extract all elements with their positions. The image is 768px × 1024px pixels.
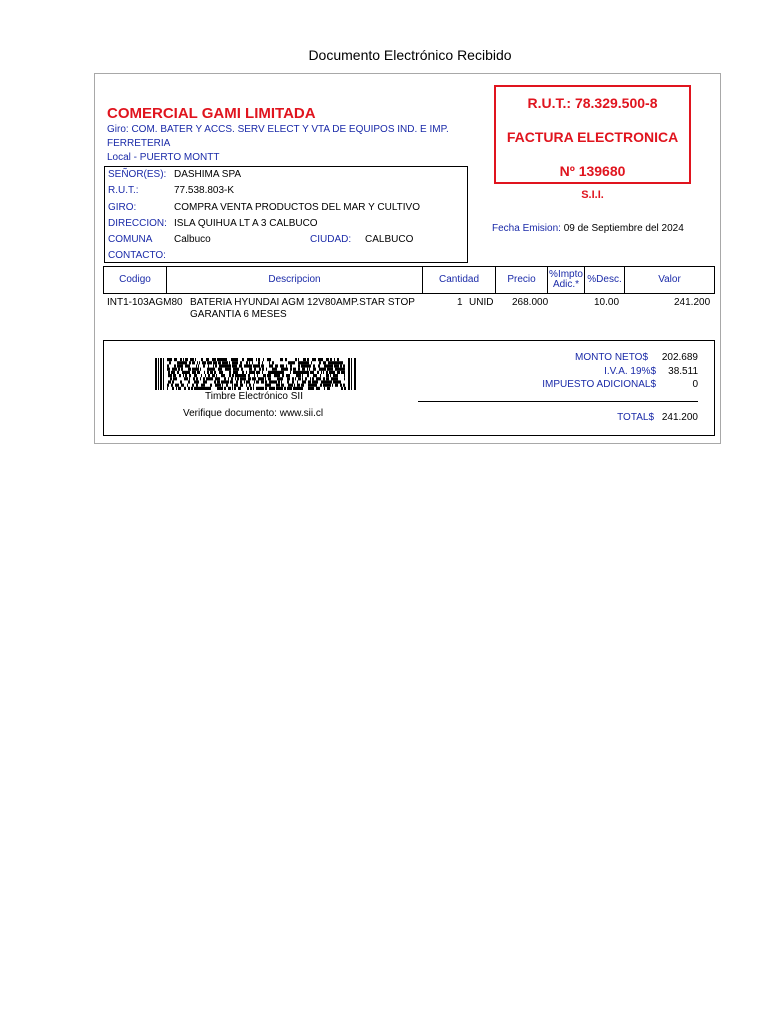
col-codigo: Codigo — [104, 267, 167, 293]
client-ciudad: CALBUCO — [365, 234, 414, 245]
neto-label-text: MONTO NETO — [575, 352, 643, 363]
item-cantidad: 1 — [457, 297, 463, 308]
col-impto — [548, 267, 585, 293]
neto-currency: $ — [642, 352, 648, 363]
total-label-text: TOTAL — [617, 412, 649, 423]
neto-label — [498, 352, 648, 363]
adicional-label — [456, 379, 656, 390]
total-label — [534, 412, 654, 423]
document-type: FACTURA ELECTRONICA — [506, 129, 679, 145]
client-ciudad-label: CIUDAD: — [310, 234, 352, 245]
totals-divider — [418, 401, 698, 402]
item-valor: 241.200 — [674, 297, 711, 308]
total-value: 241.200 — [661, 412, 698, 423]
client-giro: COMPRA VENTA PRODUCTOS DEL MAR Y CULTIVO — [174, 202, 420, 213]
timbre-label: Timbre Electrónico SII — [205, 391, 303, 402]
issuer-name: COMERCIAL GAMI LIMITADA — [107, 105, 316, 122]
document-number: Nº 139680 — [559, 163, 626, 179]
client-giro-label: GIRO: — [108, 202, 137, 213]
adicional-label-text: IMPUESTO ADICIONAL — [542, 379, 651, 390]
client-direccion-label: DIRECCION: — [108, 218, 167, 229]
item-unidad: UNID — [469, 297, 494, 308]
client-direccion: ISLA QUIHUA LT A 3 CALBUCO — [174, 218, 318, 229]
client-comuna: Calbuco — [174, 234, 211, 245]
iva-label-text: I.V.A. 19% — [604, 366, 651, 377]
sii-label: S.I.I. — [581, 189, 604, 201]
client-senor-label: SEÑOR(ES): — [108, 169, 167, 180]
total-currency: $ — [648, 412, 654, 423]
col-descripcion: Descripcion — [167, 267, 423, 293]
neto-value: 202.689 — [661, 352, 698, 363]
client-rut-label: R.U.T.: — [108, 185, 139, 196]
issue-date — [492, 223, 684, 234]
client-comuna-label: COMUNA — [108, 234, 153, 245]
col-precio: Precio — [496, 267, 548, 293]
iva-currency: $ — [650, 366, 656, 377]
item-descripcion-cont: GARANTIA 6 MESES — [190, 309, 287, 320]
issuer-giro: Giro: COM. BATER Y ACCS. SERV ELECT Y VTA DE EQUIPOS IND. E IMP. — [107, 124, 449, 135]
adicional-currency: $ — [650, 379, 656, 390]
col-desc: %Desc. — [585, 267, 625, 293]
item-descripcion: BATERIA HYUNDAI AGM 12V80AMP.STAR STOP — [190, 297, 415, 308]
client-box — [104, 166, 468, 263]
pdf417-barcode-image — [155, 358, 357, 390]
issuer-giro-cont: FERRETERIA — [107, 138, 171, 149]
client-contacto-label: CONTACTO: — [108, 250, 166, 261]
col-cantidad: Cantidad — [423, 267, 496, 293]
verify-url: Verifique documento: www.sii.cl — [183, 408, 324, 419]
issue-date-label: Fecha Emision: — [492, 223, 561, 234]
col-impto-line1: %Impto — [549, 269, 583, 280]
iva-value: 38.511 — [668, 366, 698, 377]
item-desc: 10.00 — [594, 297, 620, 308]
col-impto-line2: Adic.* — [552, 279, 580, 290]
adicional-value: 0 — [692, 379, 698, 390]
item-codigo: INT1-103AGM80 — [107, 297, 183, 308]
document-id-box — [494, 85, 691, 184]
issuer-rut: R.U.T.: 78.329.500-8 — [527, 95, 658, 111]
client-senor: DASHIMA SPA — [174, 169, 242, 180]
page-title: Documento Electrónico Recibido — [308, 47, 512, 63]
item-precio: 268.000 — [512, 297, 549, 308]
issuer-local: Local - PUERTO MONTT — [107, 152, 220, 163]
client-rut: 77.538.803-K — [174, 185, 235, 196]
col-valor: Valor — [658, 274, 681, 285]
issue-date-value: 09 de Septiembre del 2024 — [563, 223, 684, 234]
iva-label — [506, 366, 656, 377]
items-table-header — [103, 266, 715, 294]
totals-box — [103, 340, 715, 436]
